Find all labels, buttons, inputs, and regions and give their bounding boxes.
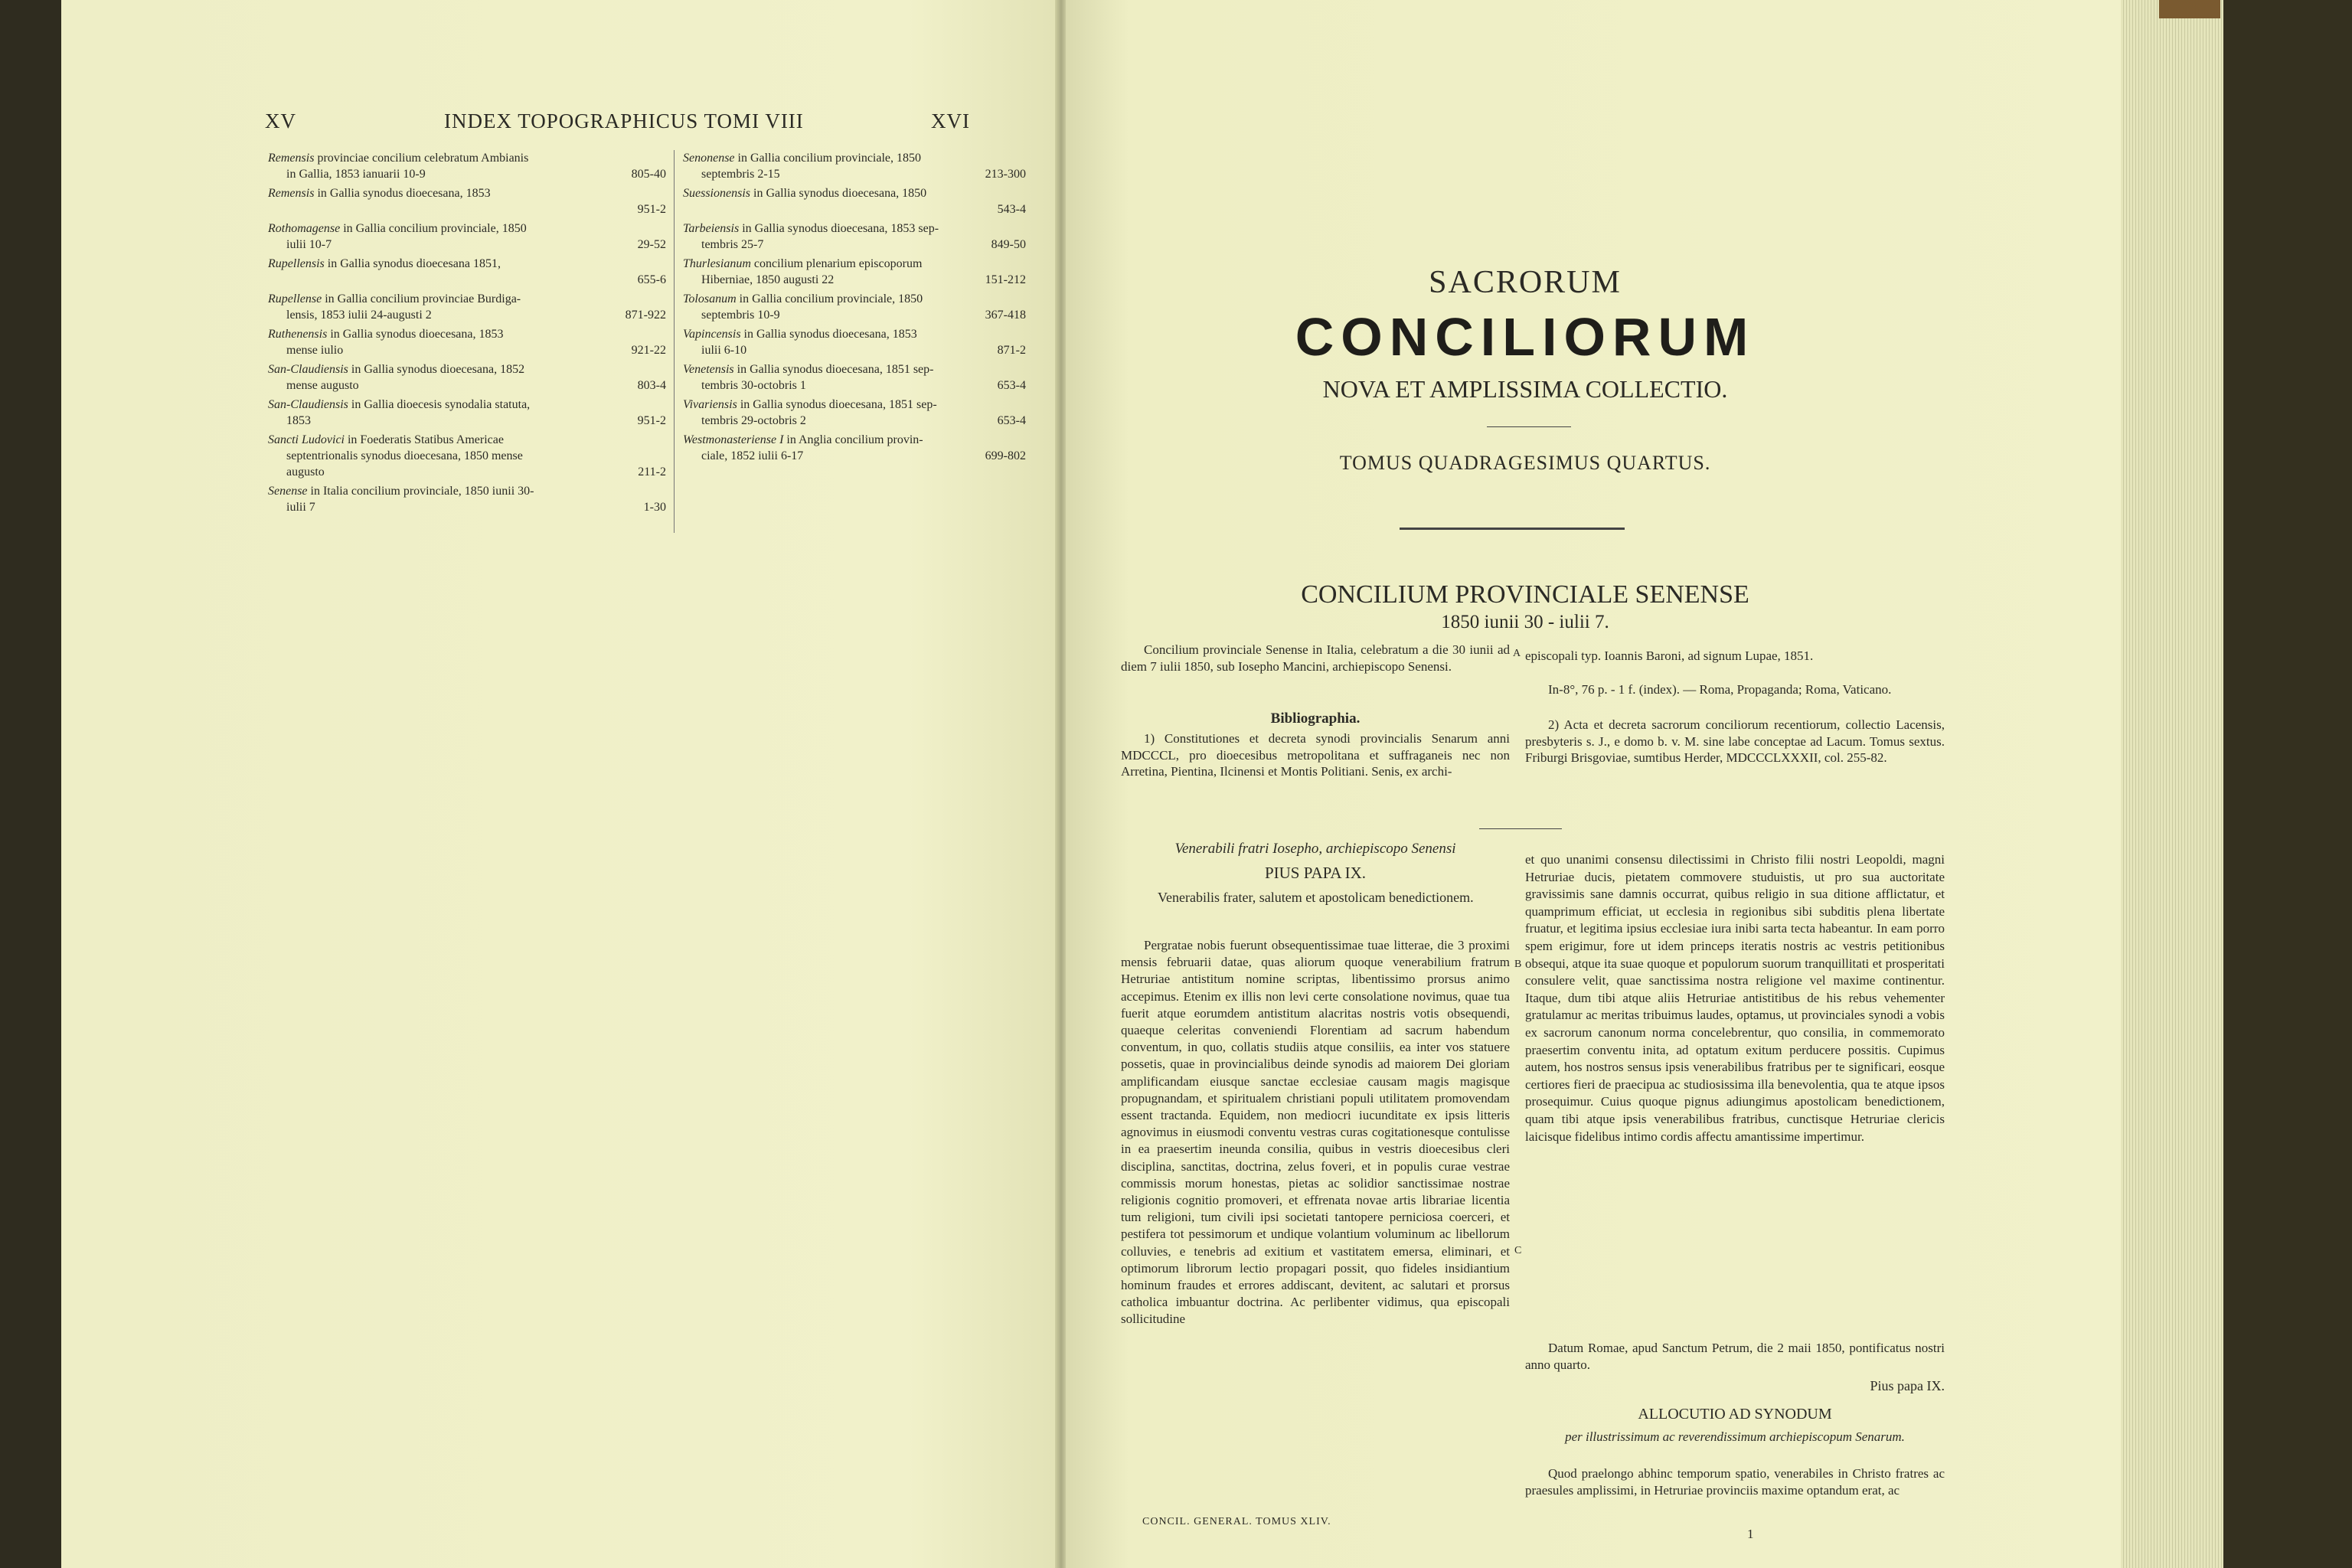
index-entry	[683, 150, 1026, 182]
index-entry	[268, 326, 666, 358]
footer-signature: CONCIL. GENERAL. TOMUS XLIV.	[1142, 1516, 1331, 1527]
allocutio-title: ALLOCUTIO AD SYNODUM	[1638, 1406, 1832, 1423]
index-entry	[268, 361, 666, 394]
index-entry-line	[268, 256, 666, 272]
index-entry	[683, 326, 1026, 358]
index-entry-pages: 951-2	[637, 414, 666, 427]
index-entry-continuation: 1853	[286, 414, 311, 427]
index-entry-continuation: iulii 10-7	[286, 238, 332, 251]
index-entry	[683, 397, 1026, 429]
margin-marker-b: B	[1514, 959, 1522, 970]
index-entry-line	[268, 361, 666, 377]
index-entry-line	[683, 150, 1026, 166]
title-collectio: NOVA ET AMPLISSIMA COLLECTIO.	[1322, 375, 1728, 403]
index-entry	[683, 185, 1026, 217]
index-entry-pages: 803-4	[637, 379, 666, 392]
index-entry-name: Ruthenensis	[268, 328, 328, 341]
index-entry-pages: 871-2	[997, 344, 1026, 357]
letter-body-left: Pergratae nobis fuerunt obsequentissimae tuae litterae, die 3 proximi mensis februarii datae, quas aliorum quoque venerabilium fratrum Hetruriae antistitum nomine scriptas, libentissimo prorsus animo accepimus. Etenim ex illis non levi certe consolatione novimus, quae tua fuerit atque eorumdem antistitum alacritas nostris votis obsequendi, quaeque celeritas conveniendi Florentiam ad sacrum habendum conventum, in quo, collatis studiis atque consiliis, ea inter vos statuere possetis, quae in provincialibus deinde synodis ad maiorem Dei gloriam amplificandam eiusque sanctae ecclesiae causam magis magisque propugnandam, et spiritualem christiani populi utilitatem promovendam essent tractanda. Equidem, non mediocri iucunditate ex ipsis litteris agnovimus in eiusmodi conventu vestras curas cogitationesque contulisse in ea praesertim ineunda consilia, quibus in vestris dioecesibus cleri disciplina, sanctitas, doctrina, zelus foveri, et in populis curae vestrae commissis morum honestas, pietas ac solidior sanctissimae nostrae religionis cognitio promoveri, et effrenata novae artis librariae licentia tum religioni, tum civili ipsi societati tantopere perniciosa coerceri, et pestifera tot pessimorum et undique volantium voluminum ac libellorum colluvies, e tenebris ad exitium et vastitatem emersa, eliminari, et optimorum librorum lectio propagari possit, quo fideles insidiantium hominum fraudes et errores addiscant, devitent, ac salutari et prorsus catholica imbuantur doctrina. Ac perlibenter vidimus, qua episcopali sollicitudine	[1121, 938, 1510, 1327]
index-entry-continuation: mense augusto	[286, 379, 359, 392]
index-entry-pages: 543-4	[997, 203, 1026, 216]
index-entry-pages: 921-22	[631, 344, 666, 357]
index-entry	[683, 220, 1026, 253]
index-entry	[268, 291, 666, 323]
index-entry-name: Rupellense	[268, 292, 322, 305]
index-entry-line	[683, 185, 1026, 201]
allocutio-body: Quod praelongo abhinc temporum spatio, venerabiles in Christo fratres ac praesules amplissimi, in Hetruriae provinciis maxime optandum erat, ac	[1525, 1466, 1945, 1498]
index-entry	[268, 256, 666, 288]
tomus-label: TOMUS QUADRAGESIMUS QUARTUS.	[1339, 452, 1711, 474]
index-entry-continuation: mense iulio	[286, 344, 344, 357]
index-entry-continuation: septembris 10-9	[701, 309, 780, 322]
index-entry-continuation: lensis, 1853 iulii 24-augusti 2	[286, 309, 432, 322]
index-entry-line	[268, 432, 666, 448]
index-entry-line	[683, 397, 1026, 413]
book-cover	[2223, 0, 2352, 1568]
index-entry-continuation: septentrionalis synodus dioecesana, 1850 mense	[286, 449, 523, 462]
index-entry-pages: 213-300	[985, 168, 1026, 181]
index-entry-desc: in Gallia concilium provinciale, 1850	[739, 292, 923, 305]
footer-page-number: 1	[1747, 1527, 1754, 1541]
index-entry-line	[268, 483, 666, 499]
index-entry-continuation: iulii 6-10	[701, 344, 747, 357]
letter-datum: Datum Romae, apud Sanctum Petrum, die 2 maii 1850, pontificatus nostri anno quarto.	[1525, 1341, 1945, 1372]
index-entry-desc: in Gallia concilium provinciale, 1850	[737, 152, 922, 165]
index-entry-desc: in Gallia synodus dioecesana, 1853	[317, 187, 491, 200]
index-entry	[268, 185, 666, 217]
letter-salutation: Venerabilis frater, salutem et apostolicam benedictionem.	[1158, 890, 1474, 905]
index-entry-continuation: iulii 7	[286, 501, 315, 514]
index-entry-line	[268, 185, 666, 201]
index-entry-continuation: augusto	[286, 466, 325, 479]
index-entry-continuation: tembris 25-7	[701, 238, 764, 251]
index-entry-name: Vivariensis	[683, 398, 737, 411]
index-entry-desc: provinciae concilium celebratum Ambianis	[317, 152, 529, 165]
index-entry-name: Tolosanum	[683, 292, 737, 305]
index-entry-continuation: in Gallia, 1853 ianuarii 10-9	[286, 168, 426, 181]
index-entry-name: Rupellensis	[268, 257, 325, 270]
index-entry	[268, 220, 666, 253]
bibliography-item-1: 1) Constitutiones et decreta synodi provincialis Senarum anni MDCCCL, pro dioecesibus metropolitana et suffraganeis nec non Arretina, Pientina, Ilcinensi et Montis Politiani. Senis, ex archi-	[1121, 731, 1510, 779]
book-spine-top	[2159, 0, 2220, 18]
index-entry	[683, 291, 1026, 323]
index-entry-line	[683, 256, 1026, 272]
margin-marker-a: A	[1513, 648, 1521, 659]
index-entry-desc: in Gallia synodus dioecesana, 1853	[330, 328, 504, 341]
index-entry-name: San-Claudiensis	[268, 363, 348, 376]
bibliography-heading: Bibliographia.	[1270, 710, 1361, 727]
index-entry-pages: 29-52	[637, 238, 666, 251]
letter-body-right: et quo unanimi consensu dilectissimi in Christo filii nostri Leopoldi, magni Hetruriae ducis, pietatem commovere studuistis, ut pro sua auctoritate gravissimis sane damnis occurrat, quibus religio in sua ditione afflictatur, et quamprimum efficiat, ut ecclesia in regionibus sibi subditis plena libertate fruatur, et legitima ipsius ecclesiae iura inibi sarta tecta habeantur. In eam porro spem erigimur, fore ut idem princeps iteratis nostris ac vestris petitionibus obsequi, atque ita suae quoque et populorum suorum tranquillitati et prosperitati consulere velit, quae sanctissima nostra religione vel maxime continentur. Itaque, dum tibi atque aliis Hetruriae antistitibus de his rebus vehementer gratulamur ac meritas tribuimus laudes, optamus, ut provinciales synodi a vobis ex sacrorum canonum norma concelebrentur, quo consilia, in commemorato praesertim conventu inita, ad optatum exitum perducere possitis. Cupimus autem, hos nostros sensus ipsis venerabilibus fratribus per te significari, eosque certiores fieri de praecipua ac studiosissima illa benevolentia, qua te atque ipsos prosequimur. Cuius quoque pignus adiungimus apostolicam benedictionem, quam tibi atque ipsis venerabilibus fratribus, cunctisque Hetruriae clericis laicisque fidelibus intimo cordis affectu amantissime impertimur.	[1525, 852, 1945, 1144]
index-entry-desc: in Gallia synodus dioecesana, 1851 sep-	[740, 398, 937, 411]
index-entry-continuation: tembris 29-octobris 2	[701, 414, 806, 427]
index-entry-name: Senense	[268, 485, 308, 498]
index-entry	[268, 150, 666, 182]
index-entry-name: Rothomagense	[268, 222, 341, 235]
index-entry-pages: 849-50	[991, 238, 1026, 251]
index-entry-name: Remensis	[268, 187, 315, 200]
index-entry-name: San-Claudiensis	[268, 398, 348, 411]
index-entry-name: Senonense	[683, 152, 735, 165]
title-conciliorum: CONCILIORUM	[1295, 307, 1756, 367]
index-entry	[268, 483, 666, 515]
index-entry-line	[268, 291, 666, 307]
index-entry-desc: in Foederatis Statibus Americae	[347, 433, 504, 446]
section-divider	[1479, 828, 1562, 829]
intro-left: Concilium provinciale Senense in Italia, celebratum a die 30 iunii ad diem 7 iulii 1850, sub Iosepho Mancini, archiepiscopo Senensi.	[1121, 642, 1510, 674]
index-entry-line	[683, 220, 1026, 237]
index-entry-name: Sancti Ludovici	[268, 433, 345, 446]
index-entry-continuation: tembris 30-octobris 1	[701, 379, 806, 392]
folio-right: XVI	[931, 109, 970, 132]
index-entry-pages: 367-418	[985, 309, 1026, 322]
intro-right-1: episcopali typ. Ioannis Baroni, ad signum Lupae, 1851.	[1525, 648, 1814, 663]
index-entry-name: Venetensis	[683, 363, 734, 376]
index-entry-continuation: Hiberniae, 1850 augusti 22	[701, 273, 835, 286]
letter-address: Venerabili fratri Iosepho, archiepiscopo Senensi	[1174, 841, 1456, 857]
index-entry-name: Westmonasteriense I	[683, 433, 784, 446]
index-entry-line	[268, 220, 666, 237]
index-entry-pages: 151-212	[985, 273, 1026, 286]
index-entry-desc: in Italia concilium provinciale, 1850 iunii 30-	[310, 485, 534, 498]
folio-left: XV	[265, 109, 296, 132]
index-entry-name: Tarbeiensis	[683, 222, 740, 235]
intro-right-3: 2) Acta et decreta sacrorum conciliorum recentiorum, collectio Lacensis, presbyteris s. J., e domo b. v. M. sine labe conceptae ad Lacum. Tomus sextus. Friburgi Brisgoviae, sumtibus Herder, MDCCCLXXXII, col. 255-82.	[1525, 717, 1945, 766]
index-entry-desc: in Gallia concilium provinciae Burdiga-	[325, 292, 521, 305]
letter-sender: PIUS PAPA IX.	[1264, 864, 1367, 882]
index-entry-desc: in Gallia synodus dioecesana, 1851 sep-	[737, 363, 934, 376]
index-entry-desc: in Gallia synodus dioecesana, 1853 sep-	[742, 222, 939, 235]
page-header-title: INDEX TOPOGRAPHICUS TOMI VIII	[444, 109, 804, 132]
index-entry-pages: 699-802	[985, 449, 1026, 462]
index-entry-pages: 653-4	[997, 414, 1026, 427]
intro-right-2: In-8°, 76 p. - 1 f. (index). — Roma, Propaganda; Roma, Vaticano.	[1548, 682, 1892, 697]
index-entry-line	[268, 150, 666, 166]
index-entry-desc: in Gallia dioecesis synodalia statuta,	[351, 398, 531, 411]
index-entry-name: Suessionensis	[683, 187, 750, 200]
index-entry-name: Thurlesianum	[683, 257, 751, 270]
column-divider	[674, 150, 675, 533]
index-entry-continuation: ciale, 1852 iulii 6-17	[701, 449, 804, 462]
index-entry-pages: 951-2	[637, 203, 666, 216]
index-entry-line	[683, 291, 1026, 307]
index-entry-desc: in Anglia concilium provin-	[786, 433, 923, 446]
index-entry-continuation: septembris 2-15	[701, 168, 780, 181]
index-entry-pages: 871-922	[625, 309, 666, 322]
index-entry	[268, 397, 666, 429]
index-entry	[683, 361, 1026, 394]
index-entry-pages: 805-40	[631, 168, 666, 181]
book-page-edges	[2121, 0, 2223, 1568]
index-entry-pages: 653-4	[997, 379, 1026, 392]
index-entry-desc: in Gallia synodus dioecesana, 1853	[743, 328, 917, 341]
section-date: 1850 iunii 30 - iulii 7.	[1441, 612, 1609, 632]
index-entry-line	[683, 432, 1026, 448]
index-entry	[268, 432, 666, 480]
left-page	[61, 0, 1057, 1568]
title-rule-short	[1487, 426, 1571, 427]
index-entry-line	[683, 326, 1026, 342]
index-entry-desc: in Gallia synodus dioecesana 1851,	[327, 257, 501, 270]
index-entry-desc: in Gallia synodus dioecesana, 1850	[753, 187, 927, 200]
index-entry-pages: 655-6	[637, 273, 666, 286]
index-entry-desc: in Gallia concilium provinciale, 1850	[343, 222, 527, 235]
margin-marker-c: C	[1514, 1245, 1522, 1256]
allocutio-subtitle: per illustrissimum ac reverendissimum archiepiscopum Senarum.	[1565, 1429, 1905, 1444]
title-rule-long	[1400, 528, 1625, 530]
index-entry-name: Remensis	[268, 152, 315, 165]
section-title: CONCILIUM PROVINCIALE SENENSE	[1301, 580, 1749, 609]
index-entry-pages: 1-30	[643, 501, 666, 514]
letter-signature: Pius papa IX.	[1870, 1378, 1945, 1393]
index-entry-name: Vapincensis	[683, 328, 741, 341]
index-entry-desc: in Gallia synodus dioecesana, 1852	[351, 363, 525, 376]
title-sacrorum: SACRORUM	[1429, 265, 1622, 300]
index-entry-line	[268, 397, 666, 413]
index-entry	[683, 256, 1026, 288]
index-entry-desc: concilium plenarium episcoporum	[753, 257, 923, 270]
right-page	[1066, 0, 2122, 1568]
index-entry-line	[268, 326, 666, 342]
index-entry-pages: 211-2	[638, 466, 666, 479]
index-entry	[683, 432, 1026, 464]
index-entry-line	[683, 361, 1026, 377]
